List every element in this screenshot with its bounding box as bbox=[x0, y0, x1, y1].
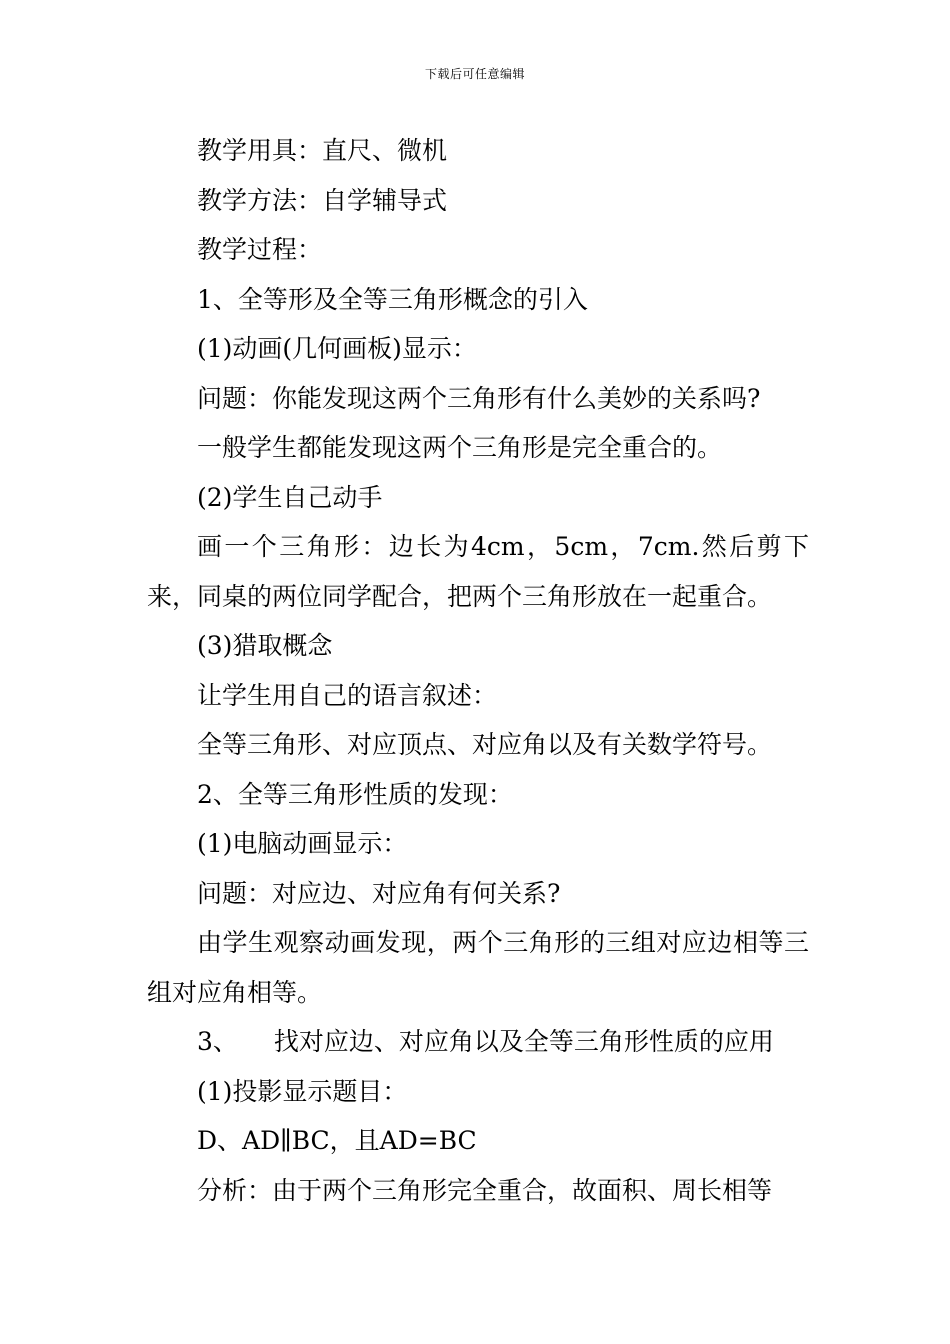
paragraph-analysis: 分析：由于两个三角形完全重合，故面积、周长相等 bbox=[197, 1175, 773, 1205]
section-heading-3-title: 找对应边、对应角以及全等三角形性质的应用 bbox=[273, 1027, 774, 1056]
section-heading-3-number: 3、 bbox=[197, 1027, 238, 1056]
document-body bbox=[147, 126, 809, 1215]
section-heading-3 bbox=[147, 1017, 809, 1067]
paragraph-projection: (1)投影显示题目： bbox=[197, 1076, 408, 1106]
paragraph-terms: 全等三角形、对应顶点、对应角以及有关数学符号。 bbox=[197, 730, 773, 759]
paragraph-teaching-process: 教学过程： bbox=[197, 235, 323, 264]
paragraph-draw-triangle: 画一个三角形：边长为4cm，5cm，7cm.然后剪下来，同桌的两位同学配合，把两个三角形放在一起重合。 bbox=[147, 532, 809, 611]
page-header: 下载后可任意编辑 bbox=[424, 67, 525, 81]
paragraph-teaching-tools: 教学用具：直尺、微机 bbox=[197, 136, 448, 165]
paragraph-own-language: 让学生用自己的语言叙述： bbox=[197, 680, 498, 710]
paragraph-observation: 由学生观察动画发现，两个三角形的三组对应边相等三组对应角相等。 bbox=[147, 928, 809, 1007]
paragraph-question-2: 问题：对应边、对应角有何关系? bbox=[197, 878, 561, 908]
paragraph-acquire-concept: (3)猎取概念 bbox=[197, 631, 333, 660]
section-heading-1: 1、全等形及全等三角形概念的引入 bbox=[197, 284, 588, 314]
paragraph-hands-on: (2)学生自己动手 bbox=[197, 482, 383, 512]
section-heading-2: 2、全等三角形性质的发现： bbox=[197, 779, 513, 809]
paragraph-teaching-method: 教学方法：自学辅导式 bbox=[197, 185, 448, 215]
paragraph-condition: D、AD∥BC，且AD=BC bbox=[197, 1126, 477, 1155]
paragraph-question-1: 问题：你能发现这两个三角形有什么美妙的关系吗? bbox=[197, 383, 761, 413]
paragraph-student-finding: 一般学生都能发现这两个三角形是完全重合的。 bbox=[197, 433, 723, 462]
paragraph-animation-display: (1)动画(几何画板)显示： bbox=[197, 334, 477, 363]
paragraph-computer-animation: (1)电脑动画显示： bbox=[197, 829, 408, 858]
